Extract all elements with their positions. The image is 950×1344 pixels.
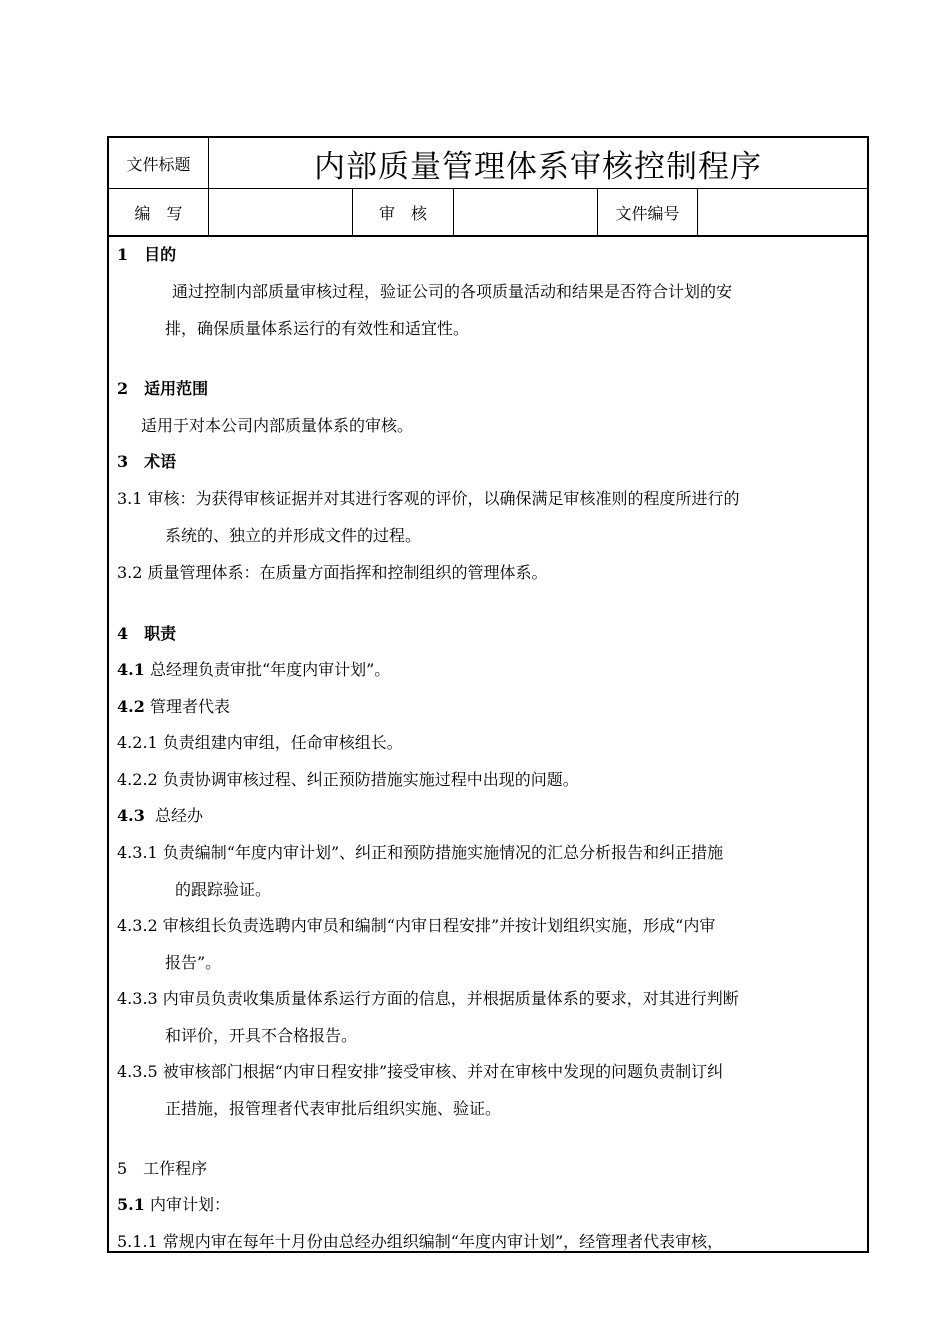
section-heading-responsibilities: 4 职责 bbox=[117, 624, 177, 643]
paragraph-line: 4.3.3 内审员负责收集质量体系运行方面的信息，并根据质量体系的要求，对其进行判断 bbox=[117, 989, 739, 1008]
paragraph-line: 4.2.2 负责协调审核过程、纠正预防措施实施过程中出现的问题。 bbox=[117, 770, 579, 789]
clause-text: 总经理负责审批“年度内审计划”。 bbox=[149, 660, 391, 679]
clause-text: 管理者代表 bbox=[149, 697, 230, 716]
paragraph-line bbox=[117, 697, 859, 717]
paragraph-line: 排，确保质量体系运行的有效性和适宜性。 bbox=[165, 319, 470, 338]
docno-label: 文件编号 bbox=[615, 203, 680, 223]
title-label-cell bbox=[109, 138, 209, 188]
header-row-meta bbox=[109, 189, 867, 237]
paragraph-line bbox=[117, 660, 859, 680]
paragraph-line: 正措施，报管理者代表审批后组织实施、验证。 bbox=[165, 1099, 502, 1118]
title-label: 文件标题 bbox=[126, 154, 191, 174]
document-title: 内部质量管理体系审核控制程序 bbox=[314, 148, 762, 185]
title-cell bbox=[209, 138, 867, 188]
paragraph-line: 报告”。 bbox=[165, 953, 222, 972]
paragraph-line: 4.3.1 负责编制“年度内审计划”、纠正和预防措施实施情况的汇总分析报告和纠正措施 bbox=[117, 843, 724, 862]
paragraph-line bbox=[117, 1195, 859, 1215]
section-heading-procedure: 5 工作程序 bbox=[117, 1159, 208, 1178]
paragraph-line: 4.3.5 被审核部门根据“内审日程安排”接受审核、并对在审核中发现的问题负责制订纠 bbox=[117, 1062, 724, 1081]
paragraph-line: 4.2.1 负责组建内审组，任命审核组长。 bbox=[117, 733, 403, 752]
paragraph-line: 适用于对本公司内部质量体系的审核。 bbox=[141, 416, 414, 435]
paragraph-line: 5.1.1 常规内审在每年十月份由总经办组织编制“年度内审计划”，经管理者代表审核， bbox=[117, 1232, 724, 1251]
clause-text: 内审计划： bbox=[149, 1195, 230, 1214]
author-value-cell bbox=[209, 189, 353, 235]
paragraph-line: 4.3.2 审核组长负责选聘内审员和编制“内审日程安排”并按计划组织实施，形成“内审 bbox=[117, 916, 716, 935]
clause-number: 4.1 bbox=[117, 660, 145, 679]
clause-number: 4.2 bbox=[117, 697, 145, 716]
paragraph-line bbox=[117, 806, 859, 826]
reviewer-value-cell bbox=[454, 189, 598, 235]
reviewer-label-cell bbox=[353, 189, 454, 235]
reviewer-label: 审 核 bbox=[378, 203, 427, 223]
clause-number: 5.1 bbox=[117, 1195, 145, 1214]
docno-label-cell bbox=[598, 189, 698, 235]
author-label: 编 写 bbox=[134, 203, 183, 223]
paragraph-line: 3.2 质量管理体系：在质量方面指挥和控制组织的管理体系。 bbox=[117, 563, 548, 582]
document-frame bbox=[107, 136, 869, 1253]
clause-number: 4.3 bbox=[117, 806, 145, 825]
section-heading-terms: 3 术语 bbox=[117, 452, 177, 471]
clause-text: 总经办 bbox=[155, 806, 204, 825]
paragraph-line: 3.1 审核：为获得审核证据并对其进行客观的评价，以确保满足审核准则的程度所进行的 bbox=[117, 489, 740, 508]
author-label-cell bbox=[109, 189, 209, 235]
header-row-title bbox=[109, 138, 867, 189]
paragraph-line: 的跟踪验证。 bbox=[175, 880, 272, 899]
section-heading-scope: 2 适用范围 bbox=[117, 379, 209, 398]
section-heading-purpose: 1 目的 bbox=[117, 245, 177, 264]
docno-value-cell bbox=[698, 189, 867, 235]
paragraph-line: 和评价，开具不合格报告。 bbox=[165, 1026, 358, 1045]
paragraph-line: 系统的、独立的并形成文件的过程。 bbox=[165, 526, 422, 545]
paragraph-line: 通过控制内部质量审核过程，验证公司的各项质量活动和结果是否符合计划的安 bbox=[172, 282, 733, 301]
